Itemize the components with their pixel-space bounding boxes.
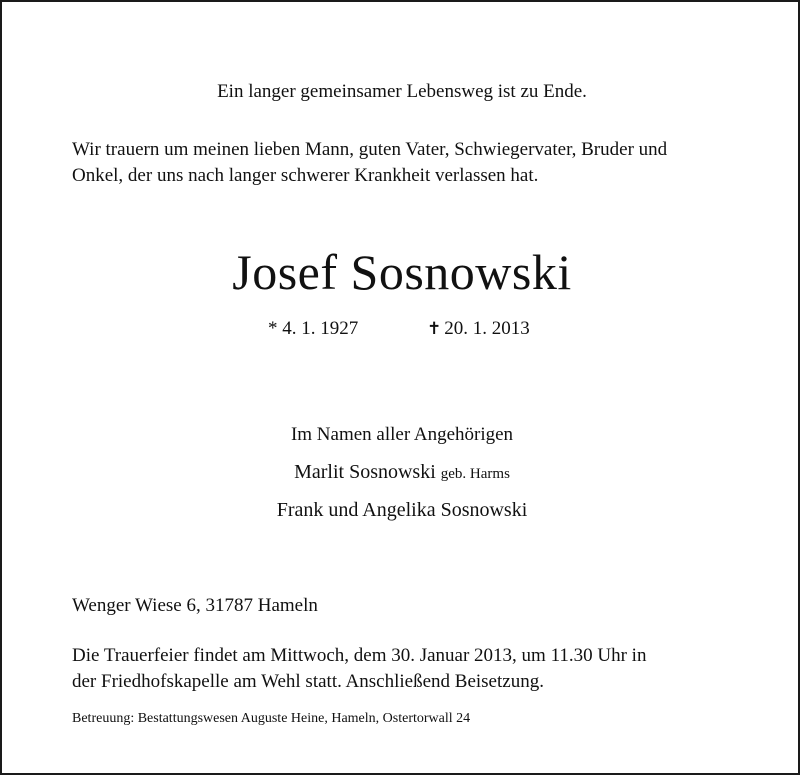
birth-date: * 4. 1. 1927	[268, 318, 359, 339]
death-date-group	[427, 316, 530, 342]
deceased-name: Josef Sosnowski	[232, 244, 572, 300]
intro-text-line-2: Onkel, der uns nach langer schwerer Krankheit verlassen hat.	[72, 165, 539, 186]
funeral-info-line-1: Die Trauerfeier findet am Mittwoch, dem 30. Januar 2013, um 11.30 Uhr in	[72, 645, 647, 666]
relative-1-name: Marlit Sosnowski	[294, 461, 436, 483]
death-date: 20. 1. 2013	[444, 318, 530, 339]
on-behalf-line: Im Namen aller Angehörigen	[290, 424, 514, 445]
intro-text-line-1: Wir trauern um meinen lieben Mann, guten Vater, Schwiegervater, Bruder und	[72, 139, 668, 160]
funeral-info-line-2: der Friedhofskapelle am Wehl statt. Anschließend Beisetzung.	[72, 671, 544, 692]
motto-line: Ein langer gemeinsamer Lebensweg ist zu Ende.	[217, 81, 587, 102]
relative-1-maiden-name: geb. Harms	[440, 466, 510, 482]
life-dates	[2, 316, 800, 342]
relative-line-2: Frank und Angelika Sosnowski	[276, 499, 528, 521]
relative-line-1	[2, 458, 800, 488]
cross-icon: ✝	[427, 319, 442, 339]
family-address: Wenger Wiese 6, 31787 Hameln	[72, 595, 318, 616]
funeral-home-credit: Betreuung: Bestattungswesen Auguste Heine, Hameln, Ostertorwall 24	[72, 711, 471, 726]
